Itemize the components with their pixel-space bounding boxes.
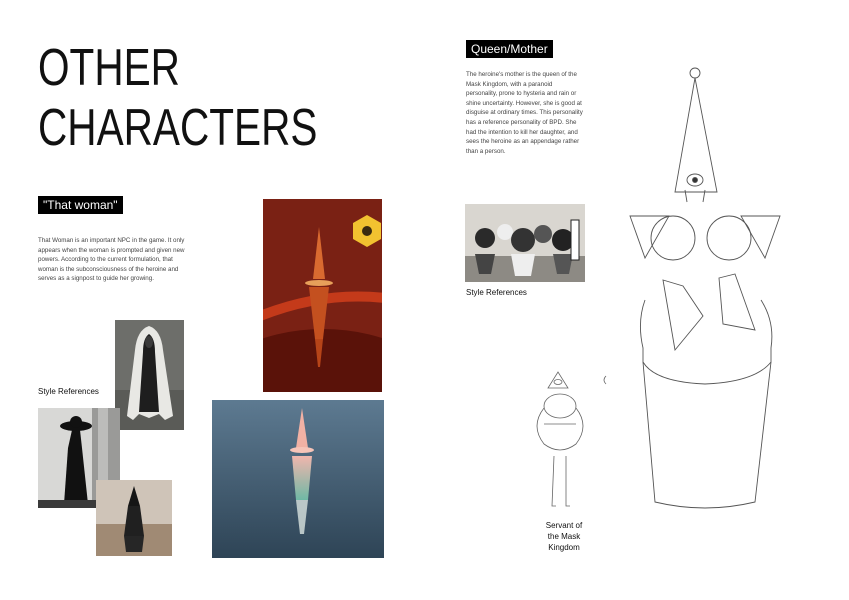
style-reference-photo-costume-group	[465, 204, 585, 282]
that-woman-style-references-label: Style References	[38, 387, 99, 396]
queen-mother-description: The heroine's mother is the queen of the Mask Kingdom, with a paranoid personality, prone to hysteria and rain or shine uncertainty. However, she is good at disguise at ordinary times. This personality has a reference personality of BPD. She had the intention to kill her daughter, and sees the heroine as an appendage rather than a person.	[466, 71, 583, 155]
servant-sketch	[520, 366, 610, 518]
page-title-line-1: OTHER	[38, 39, 180, 97]
servant-caption	[540, 520, 588, 553]
servant-caption-line-1: Servant of	[545, 521, 583, 530]
that-woman-concept-art-blue	[212, 400, 384, 558]
page-title	[38, 38, 317, 158]
queen-mother-heading: Queen/Mother	[466, 40, 553, 58]
that-woman-description: That Woman is an important NPC in the game. It only appears when the woman is prompted and given new powers. According to the current formulation, that woman is the subconsciousness of the heroine and serves as a signpost to guide her growing.	[38, 237, 185, 283]
servant-caption-line-3: Kingdom	[548, 543, 580, 552]
page-title-line-2: CHARACTERS	[38, 99, 318, 157]
servant-caption-line-2: the Mask	[547, 532, 581, 541]
style-reference-photo-pointed-hat-figure	[96, 480, 172, 556]
queen-sketch	[625, 62, 785, 514]
that-woman-heading: "That woman"	[38, 196, 123, 214]
style-reference-photo-cloaked-figure	[115, 320, 184, 430]
that-woman-concept-art-red	[263, 199, 382, 392]
queen-mother-style-references-label: Style References	[466, 288, 527, 297]
